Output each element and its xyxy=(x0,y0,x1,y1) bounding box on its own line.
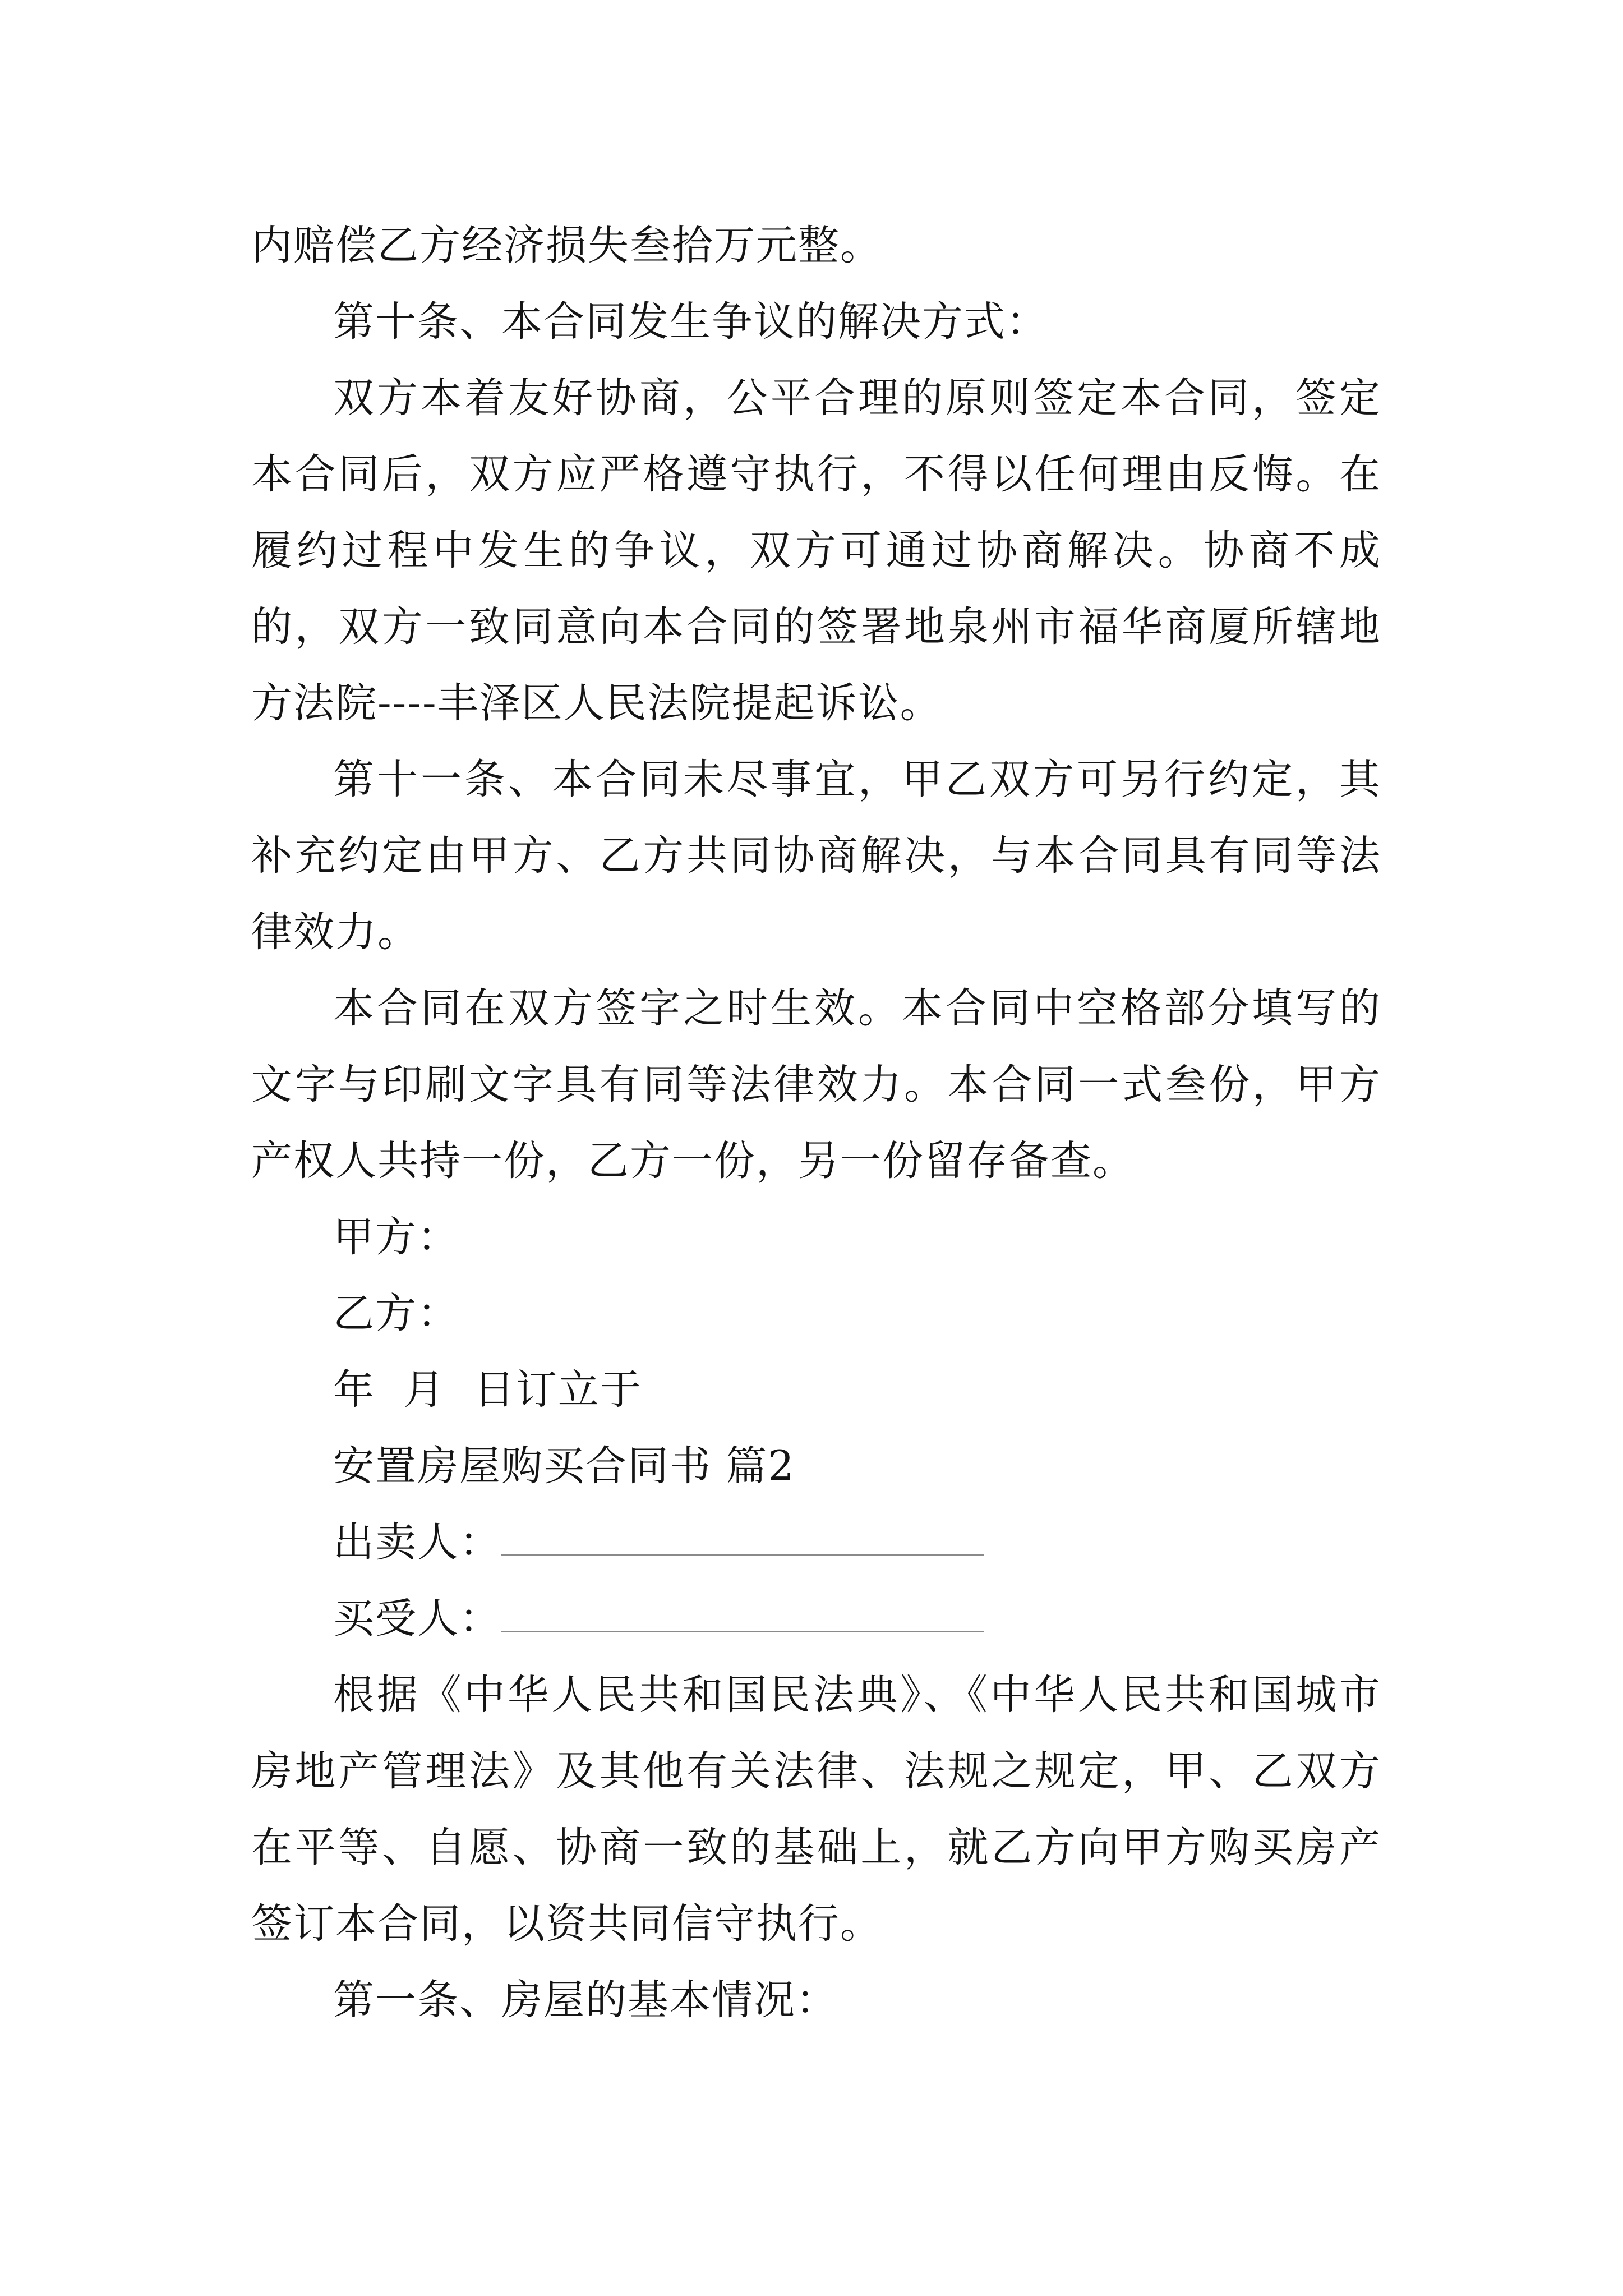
paragraph-dispute-resolution: 双方本着友好协商，公平合理的原则签定本合同，签定本合同后，双方应严格遵守执行，不得以任何理由反悔。在履约过程中发生的争议，双方可通过协商解决。协商不成的，双方一致同意向本合同的签署地泉州市福华商厦所辖地方法院----丰泽区人民法院提起诉讼。 xyxy=(251,374,1381,727)
paragraph-effective-clause: 本合同在双方签字之时生效。本合同中空格部分填写的文字与印刷文字具有同等法律效力。本合同一式叁份，甲方产权人共持一份，乙方一份，另一份留存备查。 xyxy=(251,984,1381,1185)
party-a-label: 甲方： xyxy=(333,1213,459,1261)
paragraph-compensation: 内赔偿乙方经济损失叁拾万元整。 xyxy=(251,222,882,269)
paragraph-legal-basis: 根据《中华人民共和国民法典》、《中华人民共和国城市房地产管理法》及其他有关法律、法规之规定，甲、乙双方在平等、自愿、协商一致的基础上，就乙方向甲方购买房产签订本合同，以资共同信守执行。 xyxy=(251,1671,1381,1948)
buyer-blank-line xyxy=(501,1590,984,1632)
party-b-label: 乙方： xyxy=(333,1290,459,1337)
seller-label: 出卖人： xyxy=(333,1519,501,1566)
section-title-part-2: 安置房屋购买合同书 篇2 xyxy=(333,1442,795,1490)
buyer-label: 买受人： xyxy=(333,1595,501,1642)
paragraph-article-1-heading: 第一条、房屋的基本情况： xyxy=(333,1976,838,2024)
paragraph-article-11: 第十一条、本合同未尽事宜，甲乙双方可另行约定，其补充约定由甲方、乙方共同协商解决，与本合同具有同等法律效力。 xyxy=(251,756,1381,956)
seller-blank-line xyxy=(501,1514,984,1556)
signing-date-line: 年 月 日订立于 xyxy=(333,1366,642,1414)
seller-line xyxy=(251,1504,1381,1581)
document-body xyxy=(251,208,1381,2039)
paragraph-article-10-heading: 第十条、本合同发生争议的解决方式： xyxy=(333,298,1048,346)
buyer-line xyxy=(251,1581,1381,1657)
